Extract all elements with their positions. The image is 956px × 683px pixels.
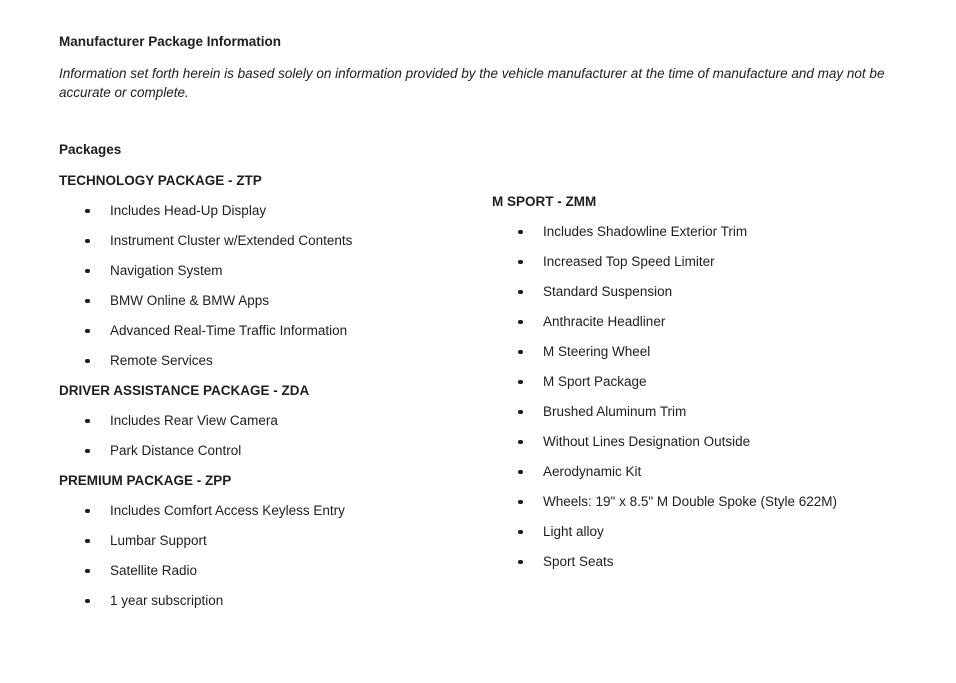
package-item-label: BMW Online & BMW Apps xyxy=(110,293,270,308)
package-section-technology xyxy=(59,166,484,376)
bullet-icon xyxy=(85,539,90,544)
package-item xyxy=(492,247,937,277)
package-item xyxy=(59,586,484,616)
package-item xyxy=(59,496,484,526)
package-item-label: Aerodynamic Kit xyxy=(543,464,642,479)
package-item xyxy=(492,217,937,247)
package-item xyxy=(492,427,937,457)
package-item xyxy=(59,256,484,286)
bullet-icon xyxy=(85,329,90,334)
package-section-premium xyxy=(59,466,484,616)
package-item-label: Includes Shadowline Exterior Trim xyxy=(543,224,748,239)
package-item-list xyxy=(492,217,937,577)
bullet-icon xyxy=(518,350,523,355)
bullet-icon xyxy=(85,509,90,514)
package-item-label: Satellite Radio xyxy=(110,563,198,578)
bullet-icon xyxy=(518,440,523,445)
bullet-icon xyxy=(518,410,523,415)
bullet-icon xyxy=(85,299,90,304)
package-item-label: Lumbar Support xyxy=(110,533,207,548)
bullet-icon xyxy=(85,359,90,364)
packages-column-right xyxy=(492,187,937,577)
package-item xyxy=(492,487,937,517)
bullet-icon xyxy=(518,260,523,265)
bullet-icon xyxy=(518,320,523,325)
bullet-icon xyxy=(518,290,523,295)
package-item-list xyxy=(59,406,484,466)
package-item-label: M Sport Package xyxy=(543,374,647,389)
package-item-label: 1 year subscription xyxy=(110,593,224,608)
package-item-label: Instrument Cluster w/Extended Contents xyxy=(110,233,353,248)
disclaimer-text: Information set forth herein is based solely on information provided by the vehicle manufacturer at the time of manufacture and may not be accurate or complete. xyxy=(59,66,885,100)
package-item xyxy=(59,406,484,436)
bullet-icon xyxy=(518,560,523,565)
package-item xyxy=(59,556,484,586)
package-item-label: Advanced Real-Time Traffic Information xyxy=(110,323,348,338)
bullet-icon xyxy=(518,530,523,535)
package-item-label: Anthracite Headliner xyxy=(543,314,666,329)
package-item-label: Sport Seats xyxy=(543,554,614,569)
bullet-icon xyxy=(518,500,523,505)
bullet-icon xyxy=(85,209,90,214)
bullet-icon xyxy=(518,380,523,385)
bullet-icon xyxy=(85,599,90,604)
bullet-icon xyxy=(85,419,90,424)
package-item xyxy=(492,547,937,577)
package-item xyxy=(59,196,484,226)
package-item xyxy=(492,517,937,547)
bullet-icon xyxy=(85,449,90,454)
bullet-icon xyxy=(85,269,90,274)
package-title-driver-assistance: DRIVER ASSISTANCE PACKAGE - ZDA xyxy=(59,383,310,398)
package-section-driver-assistance xyxy=(59,376,484,466)
package-item xyxy=(59,346,484,376)
package-item-label: Includes Head-Up Display xyxy=(110,203,267,218)
package-item xyxy=(492,397,937,427)
package-item-label: Light alloy xyxy=(543,524,604,539)
package-item xyxy=(59,226,484,256)
package-item xyxy=(492,277,937,307)
package-item-label: Includes Rear View Camera xyxy=(110,413,278,428)
package-item-label: Includes Comfort Access Keyless Entry xyxy=(110,503,345,518)
packages-heading: Packages xyxy=(59,142,122,157)
bullet-icon xyxy=(518,230,523,235)
page-title: Manufacturer Package Information xyxy=(59,34,282,49)
package-item xyxy=(492,457,937,487)
package-item xyxy=(492,337,937,367)
package-item xyxy=(492,307,937,337)
package-item-list xyxy=(59,496,484,616)
bullet-icon xyxy=(85,239,90,244)
package-title-premium: PREMIUM PACKAGE - ZPP xyxy=(59,473,232,488)
package-item xyxy=(59,316,484,346)
package-item-label: Brushed Aluminum Trim xyxy=(543,404,687,419)
package-item-label: Park Distance Control xyxy=(110,443,242,458)
package-item xyxy=(59,436,484,466)
package-item-label: Wheels: 19" x 8.5" M Double Spoke (Style 622M) xyxy=(543,494,837,509)
bullet-icon xyxy=(518,470,523,475)
bullet-icon xyxy=(85,569,90,574)
package-section-m-sport xyxy=(492,187,937,577)
package-item xyxy=(59,286,484,316)
package-title-technology: TECHNOLOGY PACKAGE - ZTP xyxy=(59,173,262,188)
package-item xyxy=(59,526,484,556)
package-title-m-sport: M SPORT - ZMM xyxy=(492,194,597,209)
packages-column-left xyxy=(59,166,484,616)
package-item-label: Navigation System xyxy=(110,263,223,278)
package-item-label: Remote Services xyxy=(110,353,213,368)
package-item-label: Without Lines Designation Outside xyxy=(543,434,751,449)
package-item-list xyxy=(59,196,484,376)
package-item xyxy=(492,367,937,397)
package-item-label: M Steering Wheel xyxy=(543,344,651,359)
package-item-label: Standard Suspension xyxy=(543,284,673,299)
package-item-label: Increased Top Speed Limiter xyxy=(543,254,715,269)
